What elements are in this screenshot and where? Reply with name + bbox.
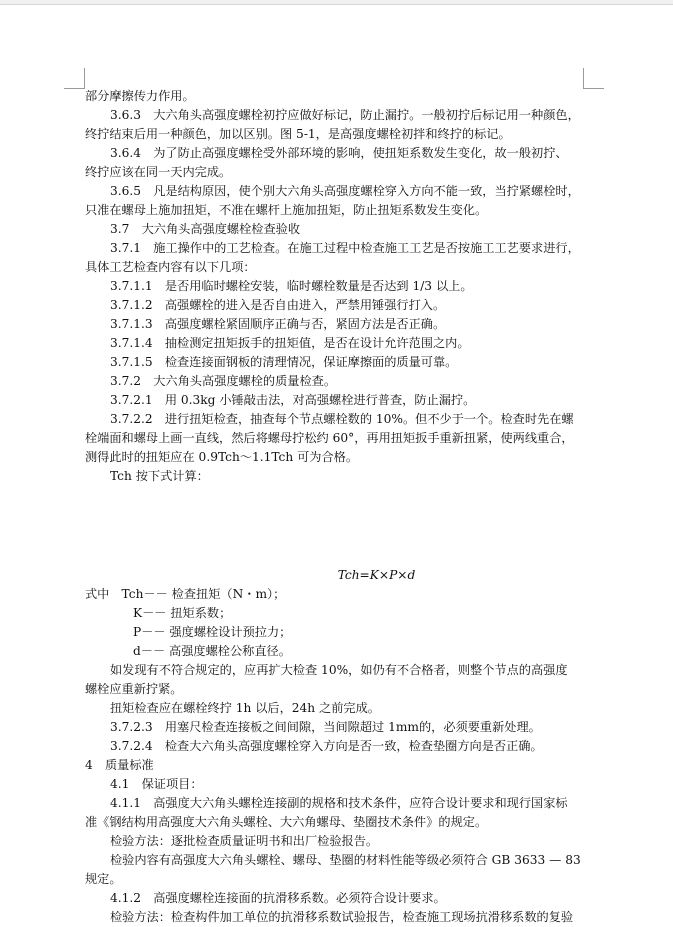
formula-intro: Tch 按下式计算： [110, 469, 209, 483]
clause-3-7-1-1: 3.7.1.1 是否用临时螺栓安装，临时螺栓数量是否达到 1/3 以上。 [110, 279, 473, 293]
clause-3-7-1-3: 3.7.1.3 高强度螺栓紧固顺序正确与否，紧固方法是否正确。 [110, 317, 446, 331]
clause-4-1-2: 4.1.2 高强度螺栓连接面的抗滑移系数。必须符合设计要求。 [110, 891, 446, 905]
paragraph-line: 栓端面和螺母上画一直线，然后将螺母拧松约 60°，再用扭矩扳手重新扭紧，使两线重合， [85, 431, 574, 445]
formula-definition: K－－ 扭矩系数； [133, 606, 232, 620]
paragraph-line: 扭矩检查应在螺栓终拧 1h 以后，24h 之前完成。 [110, 701, 380, 715]
paragraph-line: 检验方法：检查构件加工单位的抗滑移系数试验报告，检查施工现场抗滑移系数的复验 [110, 910, 574, 924]
document-body [85, 87, 588, 927]
clause-3-7-2-1: 3.7.2.1 用 0.3kg 小锤敲击法，对高强螺栓进行普查，防止漏拧。 [110, 393, 476, 407]
section-heading-4-1: 4.1 保证项目： [110, 777, 203, 791]
clause-3-7-1-5: 3.7.1.5 检查连接面钢板的清理情况，保证摩擦面的质量可靠。 [110, 355, 458, 369]
margin-mark-top-left [64, 68, 85, 89]
clause-3-7-1: 3.7.1 施工操作中的工艺检查。在施工过程中检查施工工艺是否按施工工艺要求进行， [110, 241, 580, 255]
clause-3-7-2-2: 3.7.2.2 进行扭矩检查，抽查每个节点螺栓数的 10%。但不少于一个。检查时先在螺 [110, 412, 574, 426]
paragraph-line: 终拧结束后用一种颜色，加以区别。图 5-1，是高强度螺栓初拌和终拧的标记。 [85, 127, 511, 141]
formula-definition: d－－ 高强度螺栓公称直径。 [133, 644, 291, 658]
paragraph-line: 规定。 [85, 872, 122, 886]
clause-3-7-2-4: 3.7.2.4 检查大六角头高强度螺栓穿入方向是否一致，检查垫圈方向是否正确。 [110, 739, 543, 753]
paragraph-line: 检验内容有高强度大六角头螺栓、螺母、垫圈的材料性能等级必须符合 GB 3633 — 83 [110, 853, 581, 867]
paragraph-line: 如发现有不符合规定的，应再扩大检查 10%，如仍有不合格者，则整个节点的高强度 [110, 663, 568, 677]
paragraph-line: 测得此时的扭矩应在 0.9Tch～1.1Tch 可为合格。 [85, 450, 359, 464]
section-heading-4: 4 质量标准 [85, 758, 154, 772]
clause-3-7-1-2: 3.7.1.2 高强螺栓的进入是否自由进入，严禁用锤强行打入。 [110, 298, 446, 312]
paragraph-line: 只准在螺母上施加扭矩，不准在螺杆上施加扭矩，防止扭矩系数发生变化。 [85, 203, 488, 217]
torque-formula: Tch=K×P×d [337, 568, 416, 582]
formula-definition: P－－ 强度螺栓设计预拉力； [133, 625, 292, 639]
paragraph-line: 部分摩擦传力作用。 [85, 89, 195, 103]
paragraph-line: 检验方法：逐批检查质量证明书和出厂检验报告。 [110, 834, 379, 848]
window-top-edge [0, 0, 673, 5]
clause-3-7-1-4: 3.7.1.4 抽检测定扭矩扳手的扭矩值，是否在设计允许范围之内。 [110, 336, 470, 350]
paragraph-line: 螺栓应重新拧紧。 [85, 682, 183, 696]
margin-mark-top-right [583, 68, 604, 89]
paragraph-line: 准《钢结构用高强度大六角头螺栓、大六角螺母、垫圈技术条件》的规定。 [85, 815, 488, 829]
clause-4-1-1: 4.1.1 高强度大六角头螺栓连接副的规格和技术条件，应符合设计要求和现行国家标 [110, 796, 568, 810]
clause-3-6-5: 3.6.5 凡是结构原因，使个别大六角头高强度螺栓穿入方向不能一致，当拧紧螺栓时， [110, 184, 580, 198]
paragraph-line: 终拧应该在同一天内完成。 [85, 165, 232, 179]
clause-3-6-3: 3.6.3 大六角头高强度螺栓初拧应做好标记，防止漏拧。一般初拧后标记用一种颜色， [110, 108, 580, 122]
clause-3-6-4: 3.6.4 为了防止高强度螺栓受外部环境的影响，使扭矩系数发生变化，故一般初拧、 [110, 146, 568, 160]
clause-3-7-2: 3.7.2 大六角头高强度螺栓的质量检查。 [110, 374, 337, 388]
paragraph-line: 具体工艺检查内容有以下几项： [85, 260, 256, 274]
formula-definition: 式中 Tch－－ 检查扭矩（N・m）； [85, 587, 286, 601]
section-heading-3-7: 3.7 大六角头高强度螺栓检查验收 [110, 222, 301, 236]
clause-3-7-2-3: 3.7.2.3 用塞尺检查连接板之间间隙，当间隙超过 1mm的，必须要重新处理。 [110, 720, 541, 734]
